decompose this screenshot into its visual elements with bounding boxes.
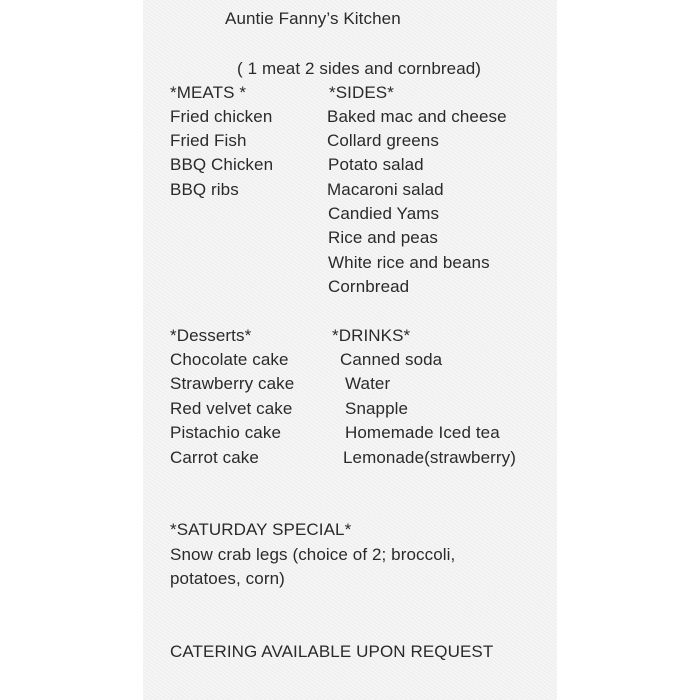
dessert-item: Pistachio cake bbox=[170, 423, 282, 442]
drink-item: Canned soda bbox=[340, 350, 443, 369]
side-item: Macaroni salad bbox=[327, 180, 444, 199]
drink-item: Snapple bbox=[345, 399, 409, 418]
special-line: potatoes, corn) bbox=[170, 569, 285, 588]
desserts-heading: *Desserts* bbox=[170, 326, 252, 345]
meat-item: Fried Fish bbox=[170, 131, 247, 150]
side-item: Rice and peas bbox=[328, 228, 438, 247]
special-heading: *SATURDAY SPECIAL* bbox=[170, 520, 352, 539]
drink-item: Homemade Iced tea bbox=[345, 423, 500, 442]
special-line: Snow crab legs (choice of 2; broccoli, bbox=[170, 545, 456, 564]
meat-item: Fried chicken bbox=[170, 107, 273, 126]
side-item: Collard greens bbox=[327, 131, 439, 150]
side-item: White rice and beans bbox=[328, 253, 490, 272]
side-item: Cornbread bbox=[328, 277, 410, 296]
menu-title: Auntie Fanny’s Kitchen bbox=[225, 9, 401, 28]
dessert-item: Carrot cake bbox=[170, 448, 259, 467]
meat-item: BBQ Chicken bbox=[170, 155, 274, 174]
sides-heading: *SIDES* bbox=[329, 83, 394, 102]
dessert-item: Strawberry cake bbox=[170, 374, 295, 393]
side-item: Baked mac and cheese bbox=[327, 107, 507, 126]
side-item: Potato salad bbox=[328, 155, 424, 174]
meats-heading: *MEATS * bbox=[170, 83, 247, 102]
menu-subtitle: ( 1 meat 2 sides and cornbread) bbox=[237, 59, 482, 78]
dessert-item: Chocolate cake bbox=[170, 350, 289, 369]
dessert-item: Red velvet cake bbox=[170, 399, 293, 418]
catering-note: CATERING AVAILABLE UPON REQUEST bbox=[170, 642, 494, 661]
side-item: Candied Yams bbox=[328, 204, 440, 223]
meat-item: BBQ ribs bbox=[170, 180, 239, 199]
drink-item: Lemonade(strawberry) bbox=[343, 448, 517, 467]
drinks-heading: *DRINKS* bbox=[332, 326, 411, 345]
drink-item: Water bbox=[345, 374, 391, 393]
